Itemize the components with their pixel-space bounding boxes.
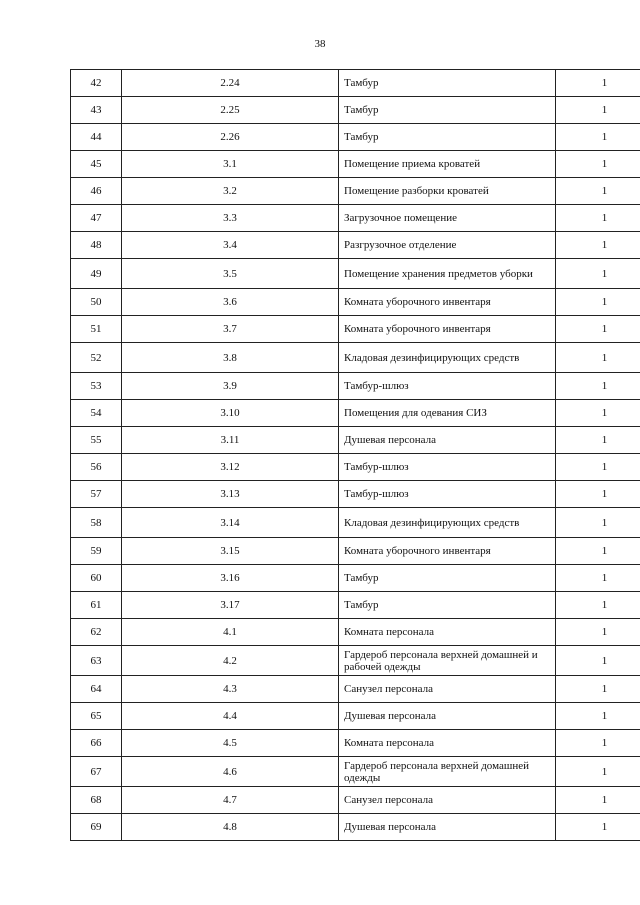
table-row	[71, 592, 640, 619]
table-row	[71, 232, 640, 259]
table-row	[71, 676, 640, 703]
table-row	[71, 373, 640, 400]
room-name-cell: Помещения для одевания СИЗ	[339, 400, 556, 427]
room-code-cell: 4.4	[122, 703, 339, 730]
quantity-cell: 1	[556, 481, 640, 508]
table-row	[71, 259, 640, 289]
table-row	[71, 400, 640, 427]
table-row	[71, 427, 640, 454]
room-name-cell: Тамбур	[339, 97, 556, 124]
room-name-cell: Комната уборочного инвентаря	[339, 289, 556, 316]
room-code-cell: 4.8	[122, 814, 339, 841]
room-code-cell: 2.26	[122, 124, 339, 151]
quantity-cell: 1	[556, 565, 640, 592]
quantity-cell: 1	[556, 178, 640, 205]
room-code-cell: 3.13	[122, 481, 339, 508]
room-name-cell: Тамбур	[339, 592, 556, 619]
quantity-cell: 1	[556, 757, 640, 787]
quantity-cell: 1	[556, 97, 640, 124]
room-code-cell: 3.1	[122, 151, 339, 178]
table-row	[71, 619, 640, 646]
room-code-cell: 3.6	[122, 289, 339, 316]
room-name-cell: Гардероб персонала верхней домашней и рабочей одежды	[339, 646, 556, 676]
table-row	[71, 703, 640, 730]
quantity-cell: 1	[556, 205, 640, 232]
room-code-cell: 3.2	[122, 178, 339, 205]
row-number-cell: 47	[71, 205, 122, 232]
quantity-cell: 1	[556, 400, 640, 427]
room-name-cell: Тамбур	[339, 124, 556, 151]
room-code-cell: 3.15	[122, 538, 339, 565]
row-number-cell: 61	[71, 592, 122, 619]
row-number-cell: 58	[71, 508, 122, 538]
table-row	[71, 757, 640, 787]
room-code-cell: 2.24	[122, 70, 339, 97]
row-number-cell: 54	[71, 400, 122, 427]
row-number-cell: 64	[71, 676, 122, 703]
room-name-cell: Комната уборочного инвентаря	[339, 538, 556, 565]
row-number-cell: 46	[71, 178, 122, 205]
room-name-cell: Помещение хранения предметов уборки	[339, 259, 556, 289]
room-code-cell: 3.7	[122, 316, 339, 343]
quantity-cell: 1	[556, 232, 640, 259]
table-row	[71, 508, 640, 538]
room-code-cell: 4.1	[122, 619, 339, 646]
room-code-cell: 3.9	[122, 373, 339, 400]
row-number-cell: 65	[71, 703, 122, 730]
table-row	[71, 289, 640, 316]
room-code-cell: 2.25	[122, 97, 339, 124]
room-name-cell: Душевая персонала	[339, 703, 556, 730]
row-number-cell: 60	[71, 565, 122, 592]
room-name-cell: Загрузочное помещение	[339, 205, 556, 232]
quantity-cell: 1	[556, 124, 640, 151]
table-row	[71, 97, 640, 124]
table-row	[71, 343, 640, 373]
quantity-cell: 1	[556, 70, 640, 97]
room-name-cell: Тамбур	[339, 70, 556, 97]
room-code-cell: 4.7	[122, 787, 339, 814]
row-number-cell: 53	[71, 373, 122, 400]
table-row	[71, 787, 640, 814]
room-name-cell: Комната персонала	[339, 619, 556, 646]
quantity-cell: 1	[556, 454, 640, 481]
row-number-cell: 66	[71, 730, 122, 757]
row-number-cell: 55	[71, 427, 122, 454]
room-name-cell: Санузел персонала	[339, 676, 556, 703]
rooms-table	[70, 69, 640, 841]
room-name-cell: Тамбур-шлюз	[339, 373, 556, 400]
quantity-cell: 1	[556, 538, 640, 565]
row-number-cell: 49	[71, 259, 122, 289]
table-row	[71, 538, 640, 565]
quantity-cell: 1	[556, 619, 640, 646]
table-row	[71, 151, 640, 178]
quantity-cell: 1	[556, 289, 640, 316]
row-number-cell: 52	[71, 343, 122, 373]
page-number: 38	[314, 38, 326, 50]
quantity-cell: 1	[556, 676, 640, 703]
room-name-cell: Помещение разборки кроватей	[339, 178, 556, 205]
room-code-cell: 3.3	[122, 205, 339, 232]
room-name-cell: Душевая персонала	[339, 427, 556, 454]
row-number-cell: 44	[71, 124, 122, 151]
room-code-cell: 3.11	[122, 427, 339, 454]
table-row	[71, 454, 640, 481]
quantity-cell: 1	[556, 592, 640, 619]
quantity-cell: 1	[556, 343, 640, 373]
quantity-cell: 1	[556, 787, 640, 814]
room-name-cell: Кладовая дезинфицирующих средств	[339, 343, 556, 373]
rooms-table-body	[71, 70, 640, 841]
row-number-cell: 57	[71, 481, 122, 508]
room-code-cell: 3.5	[122, 259, 339, 289]
row-number-cell: 50	[71, 289, 122, 316]
row-number-cell: 67	[71, 757, 122, 787]
room-code-cell: 4.2	[122, 646, 339, 676]
room-code-cell: 4.6	[122, 757, 339, 787]
room-code-cell: 3.12	[122, 454, 339, 481]
room-name-cell: Гардероб персонала верхней домашней одежды	[339, 757, 556, 787]
row-number-cell: 62	[71, 619, 122, 646]
room-code-cell: 3.8	[122, 343, 339, 373]
room-name-cell: Тамбур	[339, 565, 556, 592]
room-name-cell: Кладовая дезинфицирующих средств	[339, 508, 556, 538]
table-row	[71, 205, 640, 232]
table-row	[71, 814, 640, 841]
row-number-cell: 48	[71, 232, 122, 259]
quantity-cell: 1	[556, 703, 640, 730]
quantity-cell: 1	[556, 316, 640, 343]
table-row	[71, 565, 640, 592]
room-name-cell: Комната уборочного инвентаря	[339, 316, 556, 343]
table-row	[71, 316, 640, 343]
room-name-cell: Комната персонала	[339, 730, 556, 757]
row-number-cell: 51	[71, 316, 122, 343]
room-code-cell: 3.4	[122, 232, 339, 259]
room-code-cell: 3.16	[122, 565, 339, 592]
quantity-cell: 1	[556, 373, 640, 400]
quantity-cell: 1	[556, 508, 640, 538]
room-code-cell: 3.14	[122, 508, 339, 538]
table-row	[71, 646, 640, 676]
room-name-cell: Помещение приема кроватей	[339, 151, 556, 178]
row-number-cell: 59	[71, 538, 122, 565]
room-name-cell: Тамбур-шлюз	[339, 454, 556, 481]
row-number-cell: 42	[71, 70, 122, 97]
row-number-cell: 56	[71, 454, 122, 481]
room-code-cell: 3.10	[122, 400, 339, 427]
room-code-cell: 4.3	[122, 676, 339, 703]
room-name-cell: Санузел персонала	[339, 787, 556, 814]
table-row	[71, 124, 640, 151]
room-name-cell: Тамбур-шлюз	[339, 481, 556, 508]
row-number-cell: 45	[71, 151, 122, 178]
row-number-cell: 43	[71, 97, 122, 124]
room-name-cell: Разгрузочное отделение	[339, 232, 556, 259]
quantity-cell: 1	[556, 730, 640, 757]
quantity-cell: 1	[556, 814, 640, 841]
table-row	[71, 730, 640, 757]
quantity-cell: 1	[556, 151, 640, 178]
row-number-cell: 63	[71, 646, 122, 676]
quantity-cell: 1	[556, 427, 640, 454]
quantity-cell: 1	[556, 646, 640, 676]
room-code-cell: 4.5	[122, 730, 339, 757]
table-row	[71, 70, 640, 97]
row-number-cell: 69	[71, 814, 122, 841]
room-name-cell: Душевая персонала	[339, 814, 556, 841]
table-row	[71, 481, 640, 508]
row-number-cell: 68	[71, 787, 122, 814]
table-row	[71, 178, 640, 205]
quantity-cell: 1	[556, 259, 640, 289]
room-code-cell: 3.17	[122, 592, 339, 619]
